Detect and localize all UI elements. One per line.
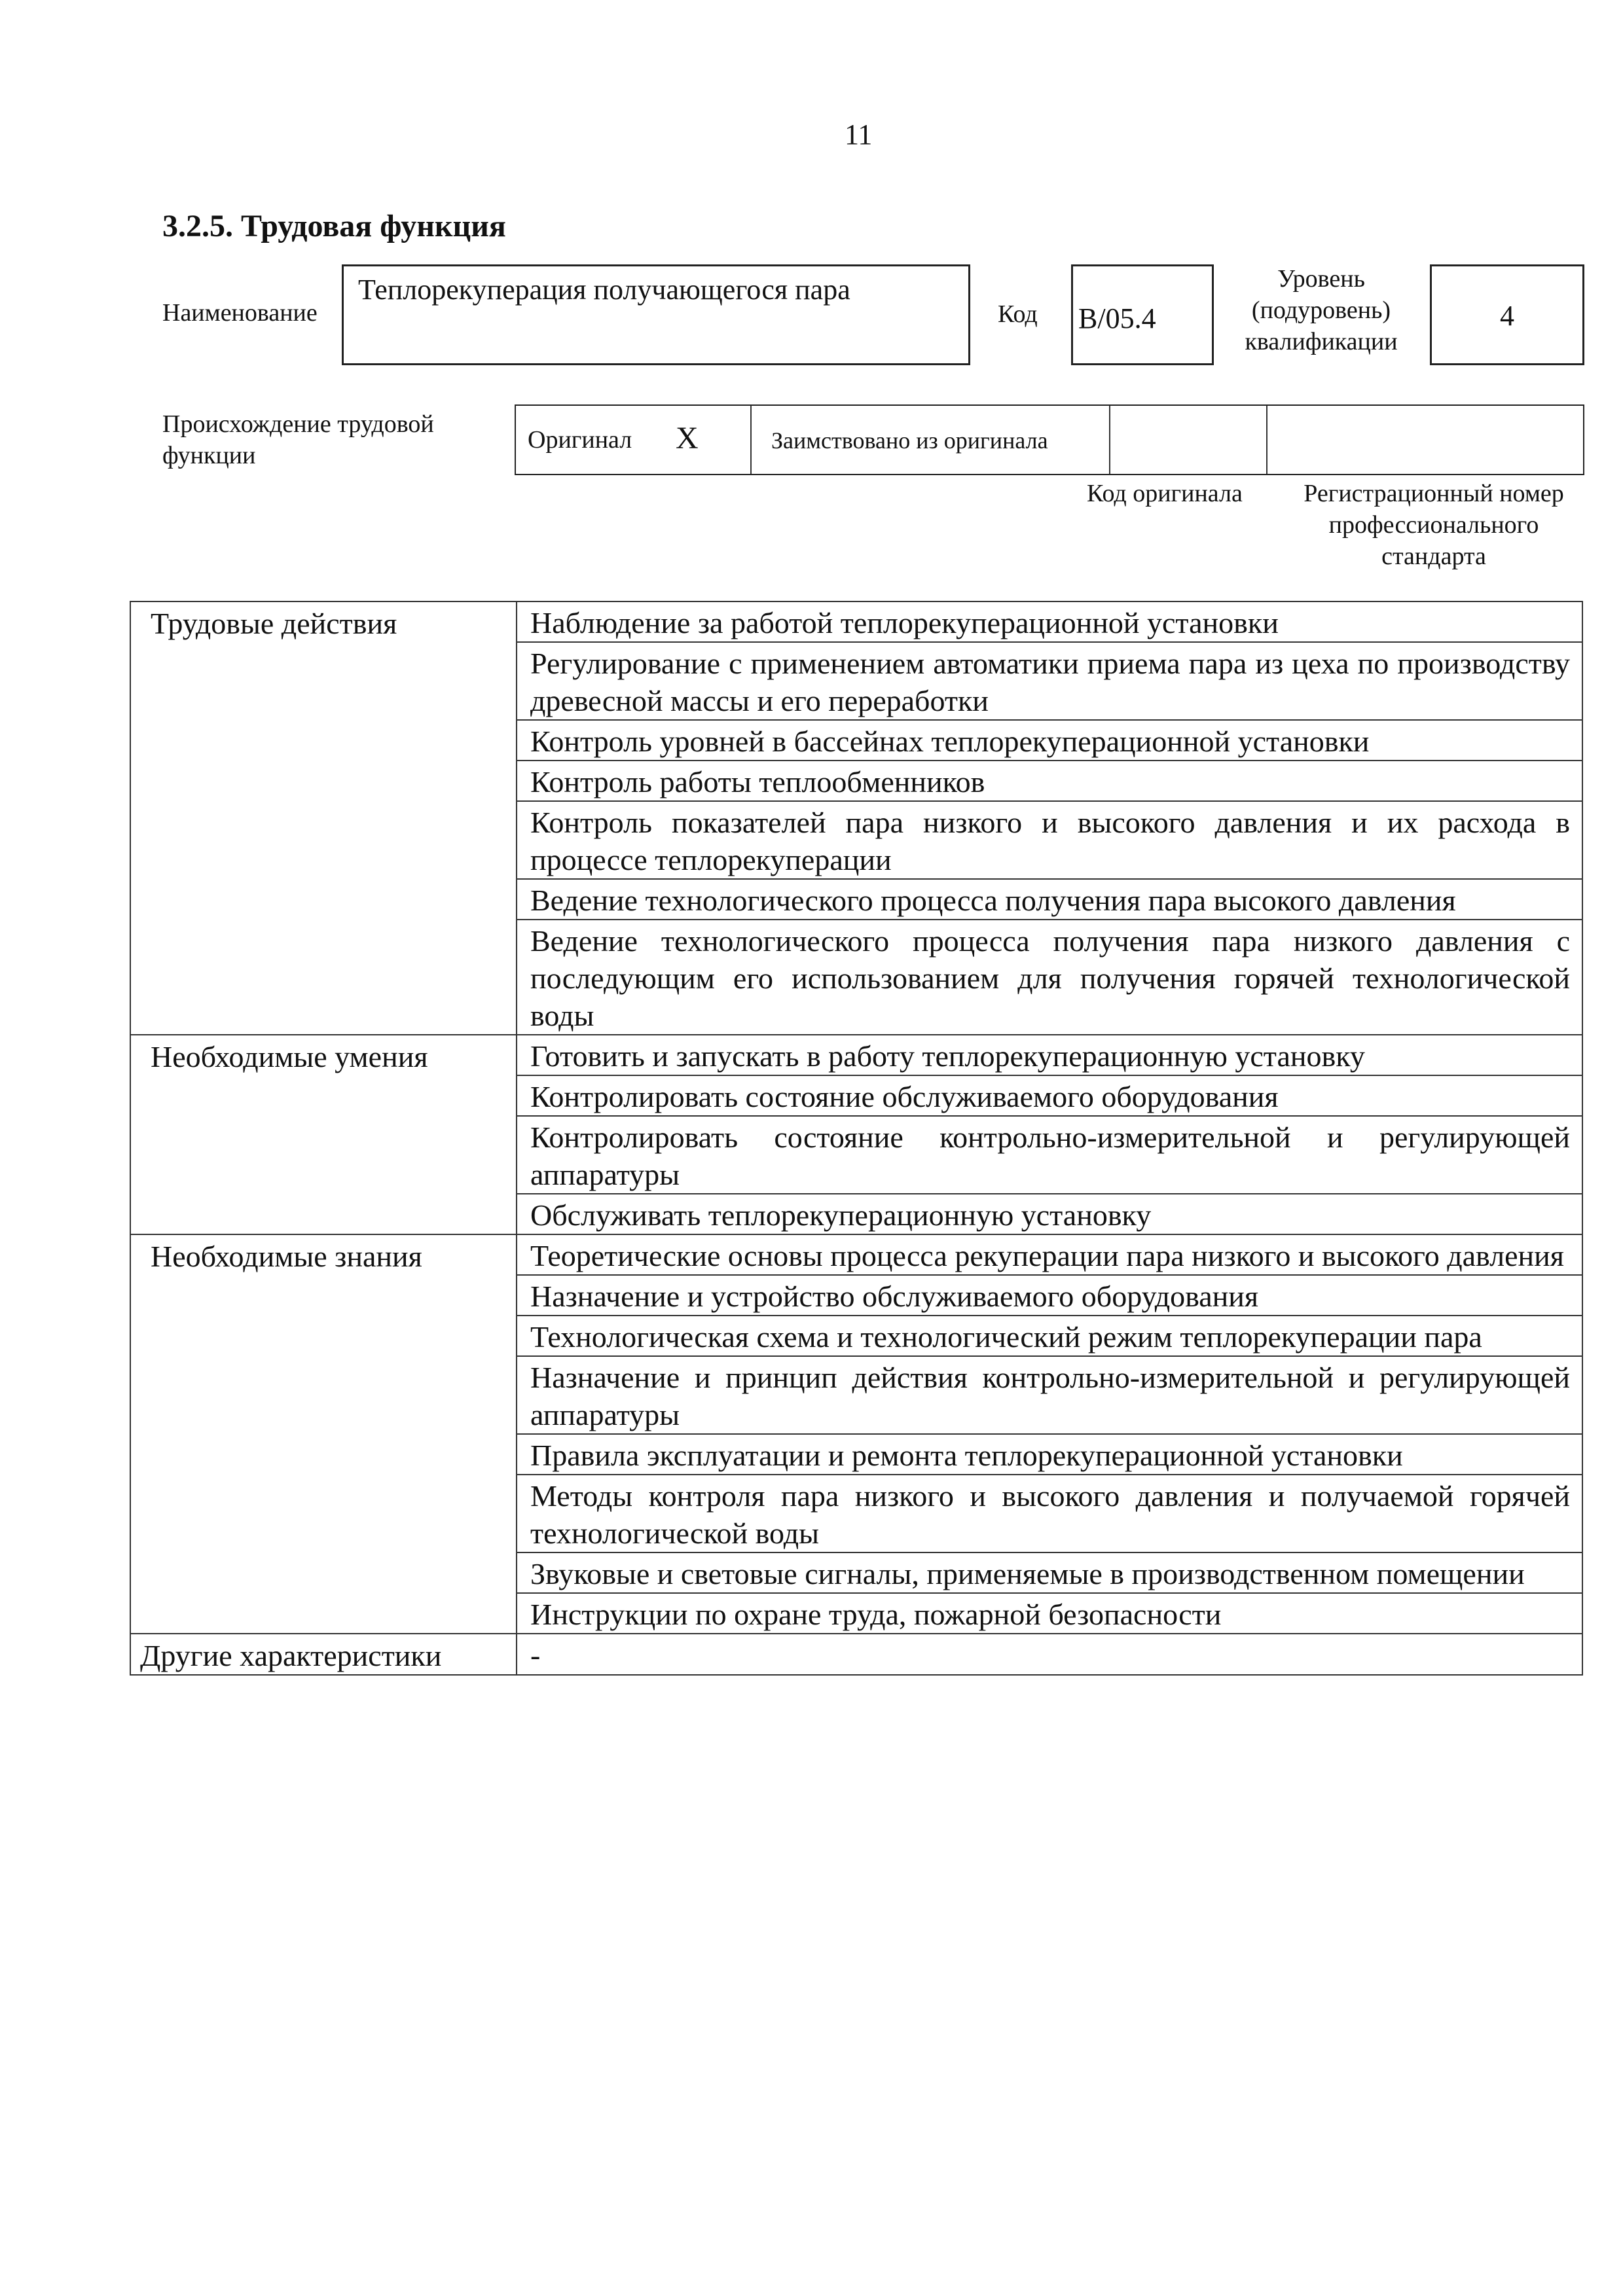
list-item: Теоретические основы процесса рекуперации пара низкого и высокого давления: [517, 1234, 1582, 1275]
kod-originala-cell: [1110, 406, 1267, 474]
original-cell: [516, 406, 752, 474]
original-mark: X: [676, 421, 699, 456]
section-title: 3.2.5. Трудовая функция: [162, 209, 506, 243]
list-item: Назначение и принцип действия контрольно-измерительной и регулирующей аппаратуры: [517, 1356, 1582, 1434]
list-item: Ведение технологического процесса получения пара высокого давления: [517, 879, 1582, 920]
caption-kod-originala: Код оригинала: [1087, 480, 1243, 507]
list-item: Технологическая схема и технологический режим теплорекуперации пара: [517, 1316, 1582, 1356]
list-item: Контроль уровней в бассейнах теплорекуперационной установки: [517, 720, 1582, 761]
page-number: 11: [845, 118, 873, 151]
section-label-trudovye-deystviya: Трудовые действия: [130, 601, 517, 1035]
list-item: Методы контроля пара низкого и высокого давления и получаемой горячей технологической воды: [517, 1475, 1582, 1552]
borrowed-label: Заимствовано из оригинала: [771, 427, 1048, 454]
uroven-label: [1223, 263, 1419, 357]
list-item: Ведение технологического процесса получения пара низкого давления с последующим его использованием для получения горячей технологической воды: [517, 920, 1582, 1035]
proiskhozhdenie-label: [162, 408, 434, 471]
proiskhozhdenie-label-line2: функции: [162, 442, 256, 469]
caption-reg-line2: профессионального: [1328, 511, 1539, 539]
list-item: Контролировать состояние обслуживаемого оборудования: [517, 1075, 1582, 1116]
naimenovanie-value: Теплорекуперация получающегося пара: [358, 274, 850, 306]
uroven-value: 4: [1500, 300, 1514, 332]
naimenovanie-field: [342, 264, 970, 365]
kod-value: B/05.4: [1078, 302, 1156, 334]
uroven-label-line2: (подуровень): [1251, 296, 1391, 324]
list-item: Контроль показателей пара низкого и высокого давления и их расхода в процессе теплорекуперации: [517, 801, 1582, 879]
naimenovanie-label: Наименование: [162, 299, 318, 327]
list-item: Назначение и устройство обслуживаемого оборудования: [517, 1275, 1582, 1316]
list-item: -: [517, 1634, 1582, 1675]
kod-field: [1071, 264, 1214, 365]
borrowed-cell: [752, 406, 1110, 474]
uroven-label-line3: квалификации: [1245, 328, 1398, 355]
list-item: Контроль работы теплообменников: [517, 761, 1582, 801]
table-row: [130, 601, 1582, 642]
caption-reg-line1: Регистрационный номер: [1304, 480, 1564, 507]
list-item: Правила эксплуатации и ремонта теплорекуперационной установки: [517, 1434, 1582, 1475]
caption-reg-nomer: [1270, 478, 1597, 572]
list-item: Контролировать состояние контрольно-измерительной и регулирующей аппаратуры: [517, 1116, 1582, 1194]
table-row: [130, 1035, 1582, 1075]
list-item: Наблюдение за работой теплорекуперационной установки: [517, 601, 1582, 642]
list-item: Звуковые и световые сигналы, применяемые в производственном помещении: [517, 1552, 1582, 1593]
reg-nomer-cell: [1267, 406, 1583, 474]
proiskhozhdenie-label-line1: Происхождение трудовой: [162, 410, 434, 438]
section-label-drugie: Другие характеристики: [130, 1634, 517, 1675]
section-label-znaniya: Необходимые знания: [130, 1234, 517, 1634]
list-item: Инструкции по охране труда, пожарной безопасности: [517, 1593, 1582, 1634]
list-item: Обслуживать теплорекуперационную установку: [517, 1194, 1582, 1234]
uroven-label-line1: Уровень: [1277, 265, 1365, 293]
table-row: [130, 1234, 1582, 1275]
list-item: Готовить и запускать в работу теплорекуперационную установку: [517, 1035, 1582, 1075]
uroven-field: [1430, 264, 1584, 365]
proiskhozhdenie-table: [515, 404, 1584, 475]
functions-table: [130, 601, 1583, 1676]
table-row: [130, 1634, 1582, 1675]
caption-reg-line3: стандарта: [1381, 543, 1486, 570]
kod-label: Код: [998, 300, 1038, 328]
section-label-umeniya: Необходимые умения: [130, 1035, 517, 1234]
original-label: Оригинал: [528, 426, 632, 454]
list-item: Регулирование с применением автоматики приема пара из цеха по производству древесной массы и его переработки: [517, 642, 1582, 720]
